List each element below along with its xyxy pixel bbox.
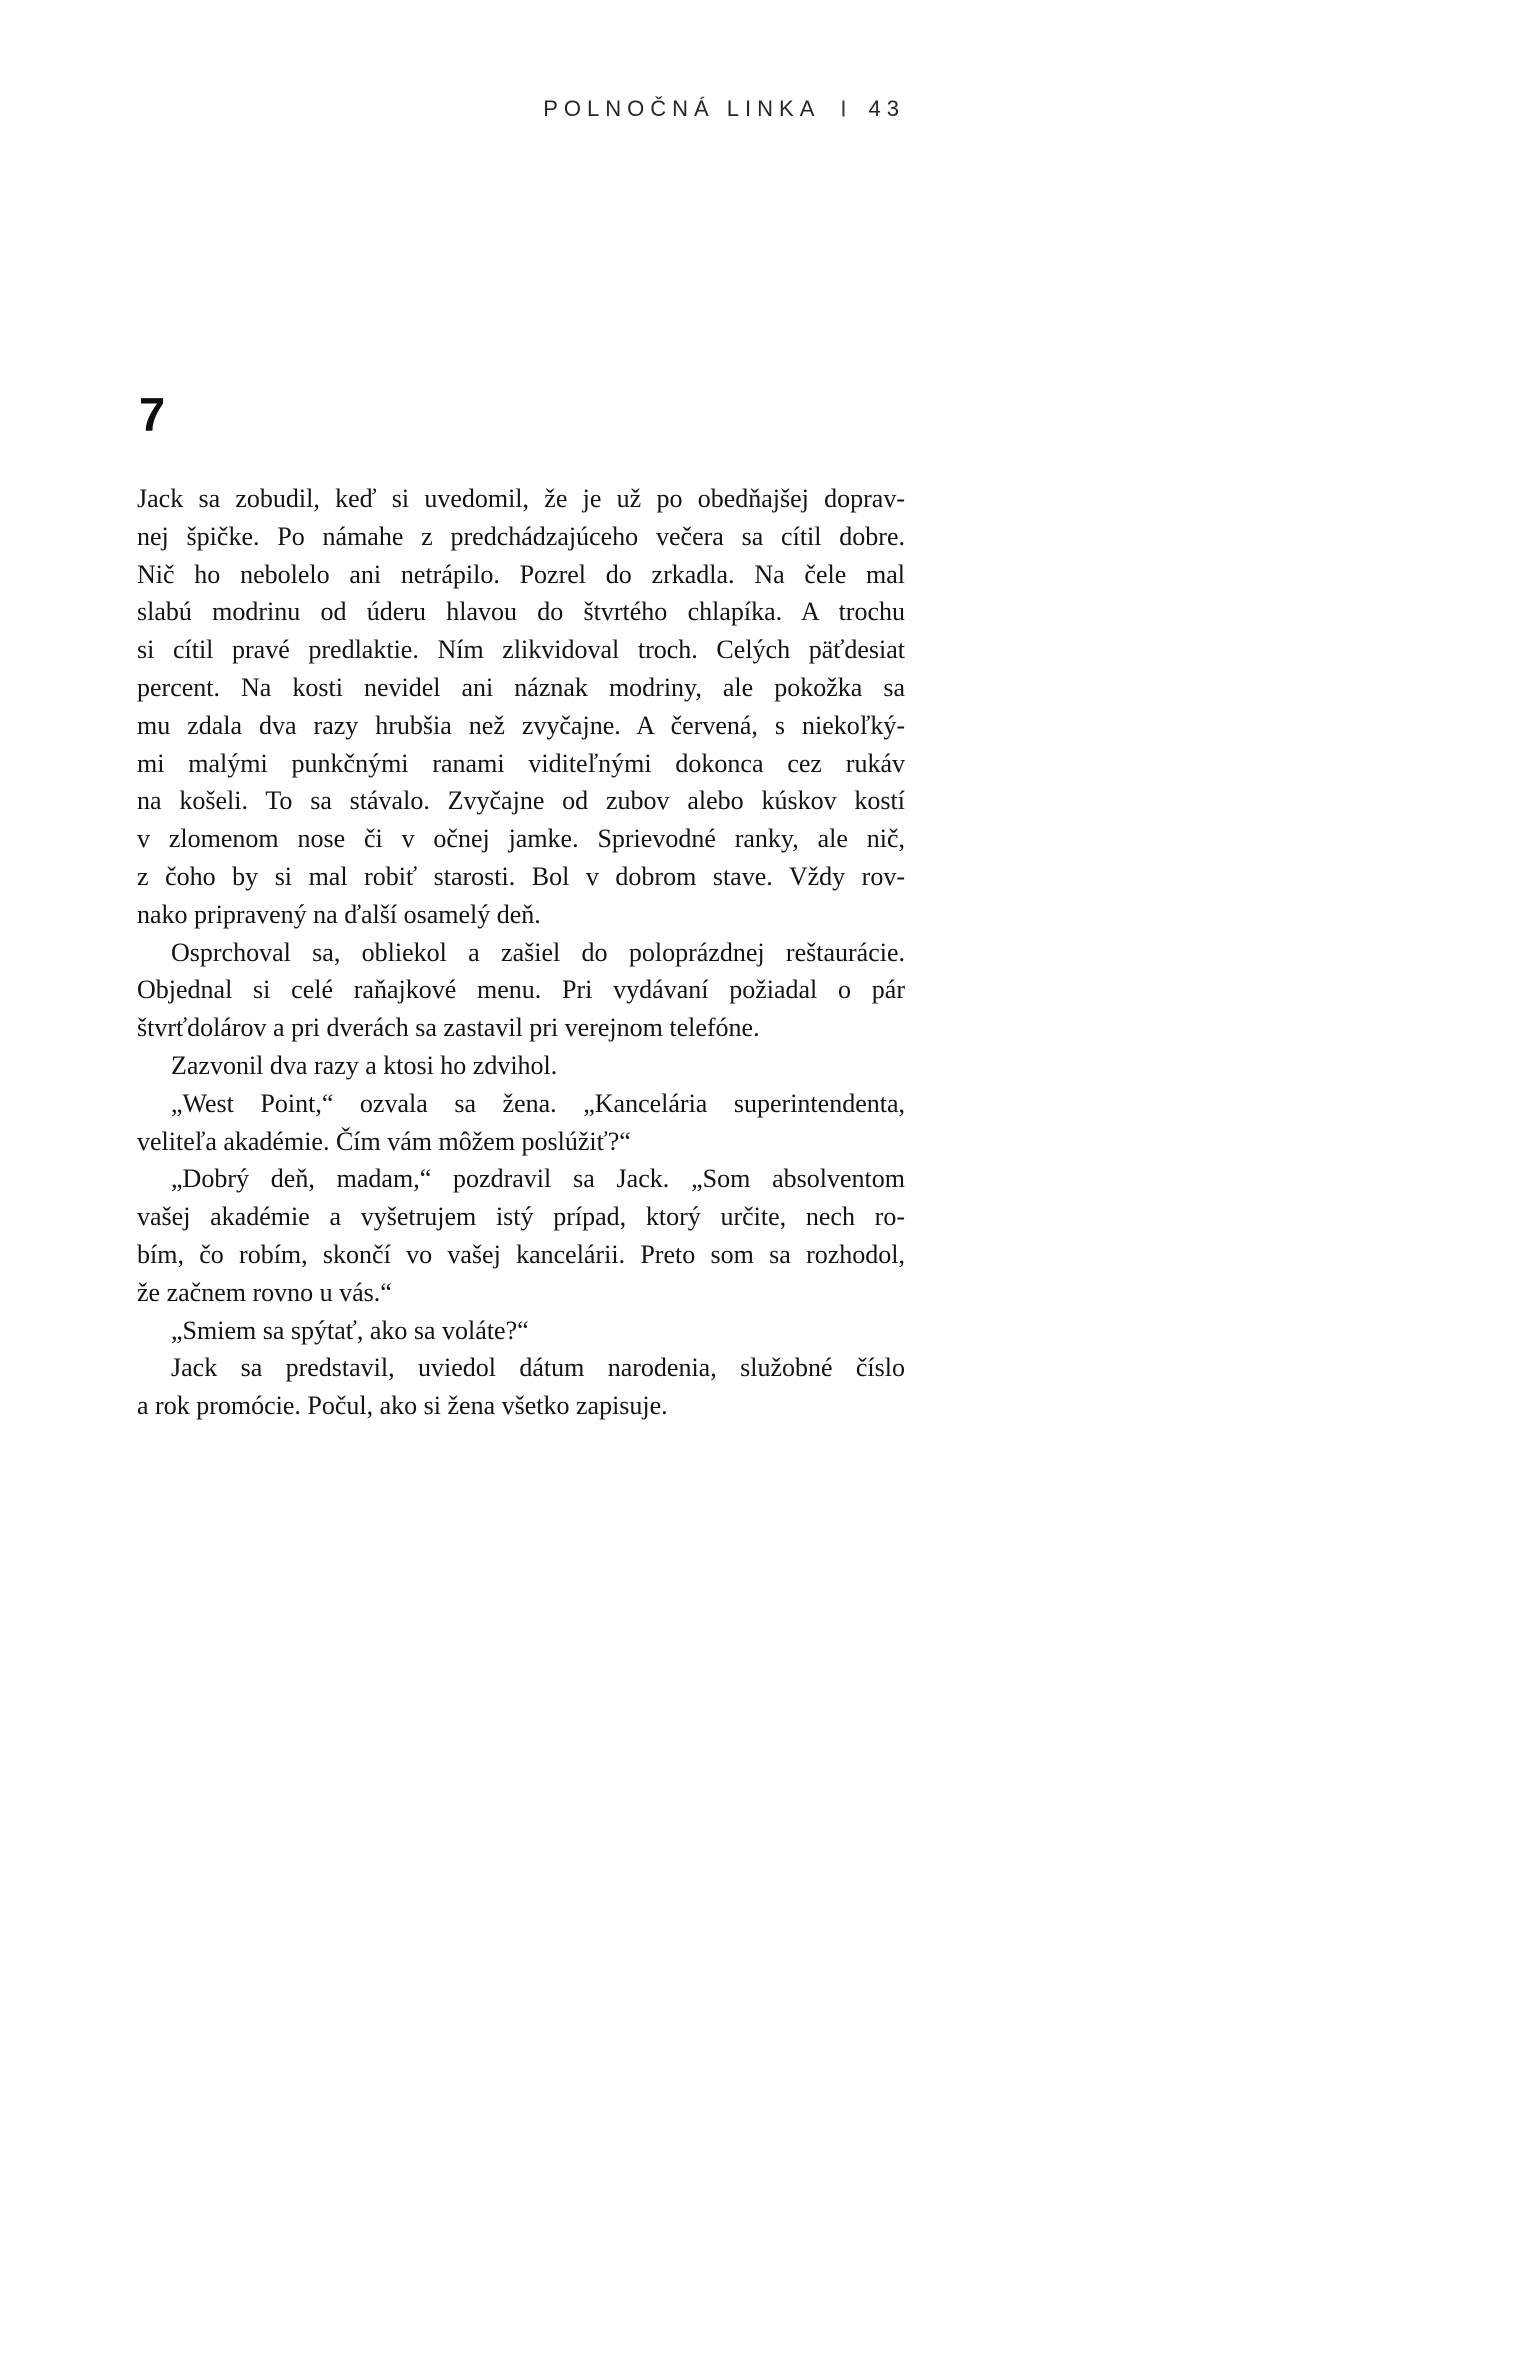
text-line: bím, čo robím, skončí vo vašej kancelárii. Preto som sa rozhodol,: [137, 1239, 905, 1269]
paragraph: [137, 934, 905, 1047]
text-line: Jack sa zobudil, keď si uvedomil, že je už po obedňajšej doprav-: [137, 484, 905, 513]
paragraph: [137, 1312, 905, 1350]
text-line: a rok promócie. Počul, ako si žena všetko zapisuje.: [137, 1391, 668, 1421]
text-line: slabú modrinu od úderu hlavou do štvrtého chlapíka. A trochu: [137, 597, 905, 627]
body-text: [137, 480, 905, 1425]
paragraph: [137, 1160, 905, 1311]
running-header: [137, 96, 905, 122]
text-line: z čoho by si mal robiť starosti. Bol v dobrom stave. Vždy rov-: [137, 861, 905, 891]
text-line: Objednal si celé raňajkové menu. Pri vydávaní požiadal o pár: [137, 975, 905, 1005]
text-line: mu zdala dva razy hrubšia než zvyčajne. A červená, s niekoľký-: [137, 710, 905, 740]
paragraph: [137, 480, 905, 934]
page-number: 43: [868, 96, 905, 121]
text-line: „Dobrý deň, madam,“ pozdravil sa Jack. „Som absolventom: [171, 1164, 905, 1194]
text-line: veliteľa akadémie. Čím vám môžem poslúžiť?“: [137, 1126, 631, 1156]
text-line: „Smiem sa spýtať, ako sa voláte?“: [171, 1315, 529, 1345]
text-line: nej špičke. Po námahe z predchádzajúceho večera sa cítil dobre.: [137, 521, 905, 551]
text-line: Jack sa predstavil, uviedol dátum narodenia, služobné číslo: [171, 1353, 905, 1383]
text-line: Osprchoval sa, obliekol a zašiel do poloprázdnej reštaurácie.: [171, 937, 905, 967]
chapter-number: 7: [139, 388, 166, 441]
text-line: nako pripravený na ďalší osamelý deň.: [137, 899, 541, 929]
text-line: Nič ho nebolelo ani netrápilo. Pozrel do zrkadla. Na čele mal: [137, 559, 905, 589]
text-line: na košeli. To sa stávalo. Zvyčajne od zubov alebo kúskov kostí: [137, 786, 905, 816]
running-header-title: POLNOČNÁ LINKA: [543, 96, 821, 121]
text-line: že začnem rovno u vás.“: [137, 1277, 392, 1307]
text-line: percent. Na kosti nevidel ani náznak modriny, ale pokožka sa: [137, 672, 905, 702]
paragraph: [137, 1085, 905, 1161]
text-line: mi malými punkčnými ranami viditeľnými dokonca cez rukáv: [137, 748, 905, 778]
paragraph: [137, 1349, 905, 1425]
text-line: štvrťdolárov a pri dverách sa zastavil pri verejnom telefóne.: [137, 1013, 760, 1043]
text-line: v zlomenom nose či v očnej jamke. Sprievodné ranky, ale nič,: [137, 824, 905, 854]
text-line: vašej akadémie a vyšetrujem istý prípad, ktorý určite, nech ro-: [137, 1202, 905, 1232]
header-separator-bar: I: [840, 95, 853, 122]
text-line: Zazvonil dva razy a ktosi ho zdvihol.: [171, 1050, 558, 1080]
paragraph: [137, 1047, 905, 1085]
text-line: „West Point,“ ozvala sa žena. „Kancelária superintendenta,: [171, 1088, 905, 1118]
text-line: si cítil pravé predlaktie. Ním zlikvidoval troch. Celých päťdesiat: [137, 635, 905, 665]
